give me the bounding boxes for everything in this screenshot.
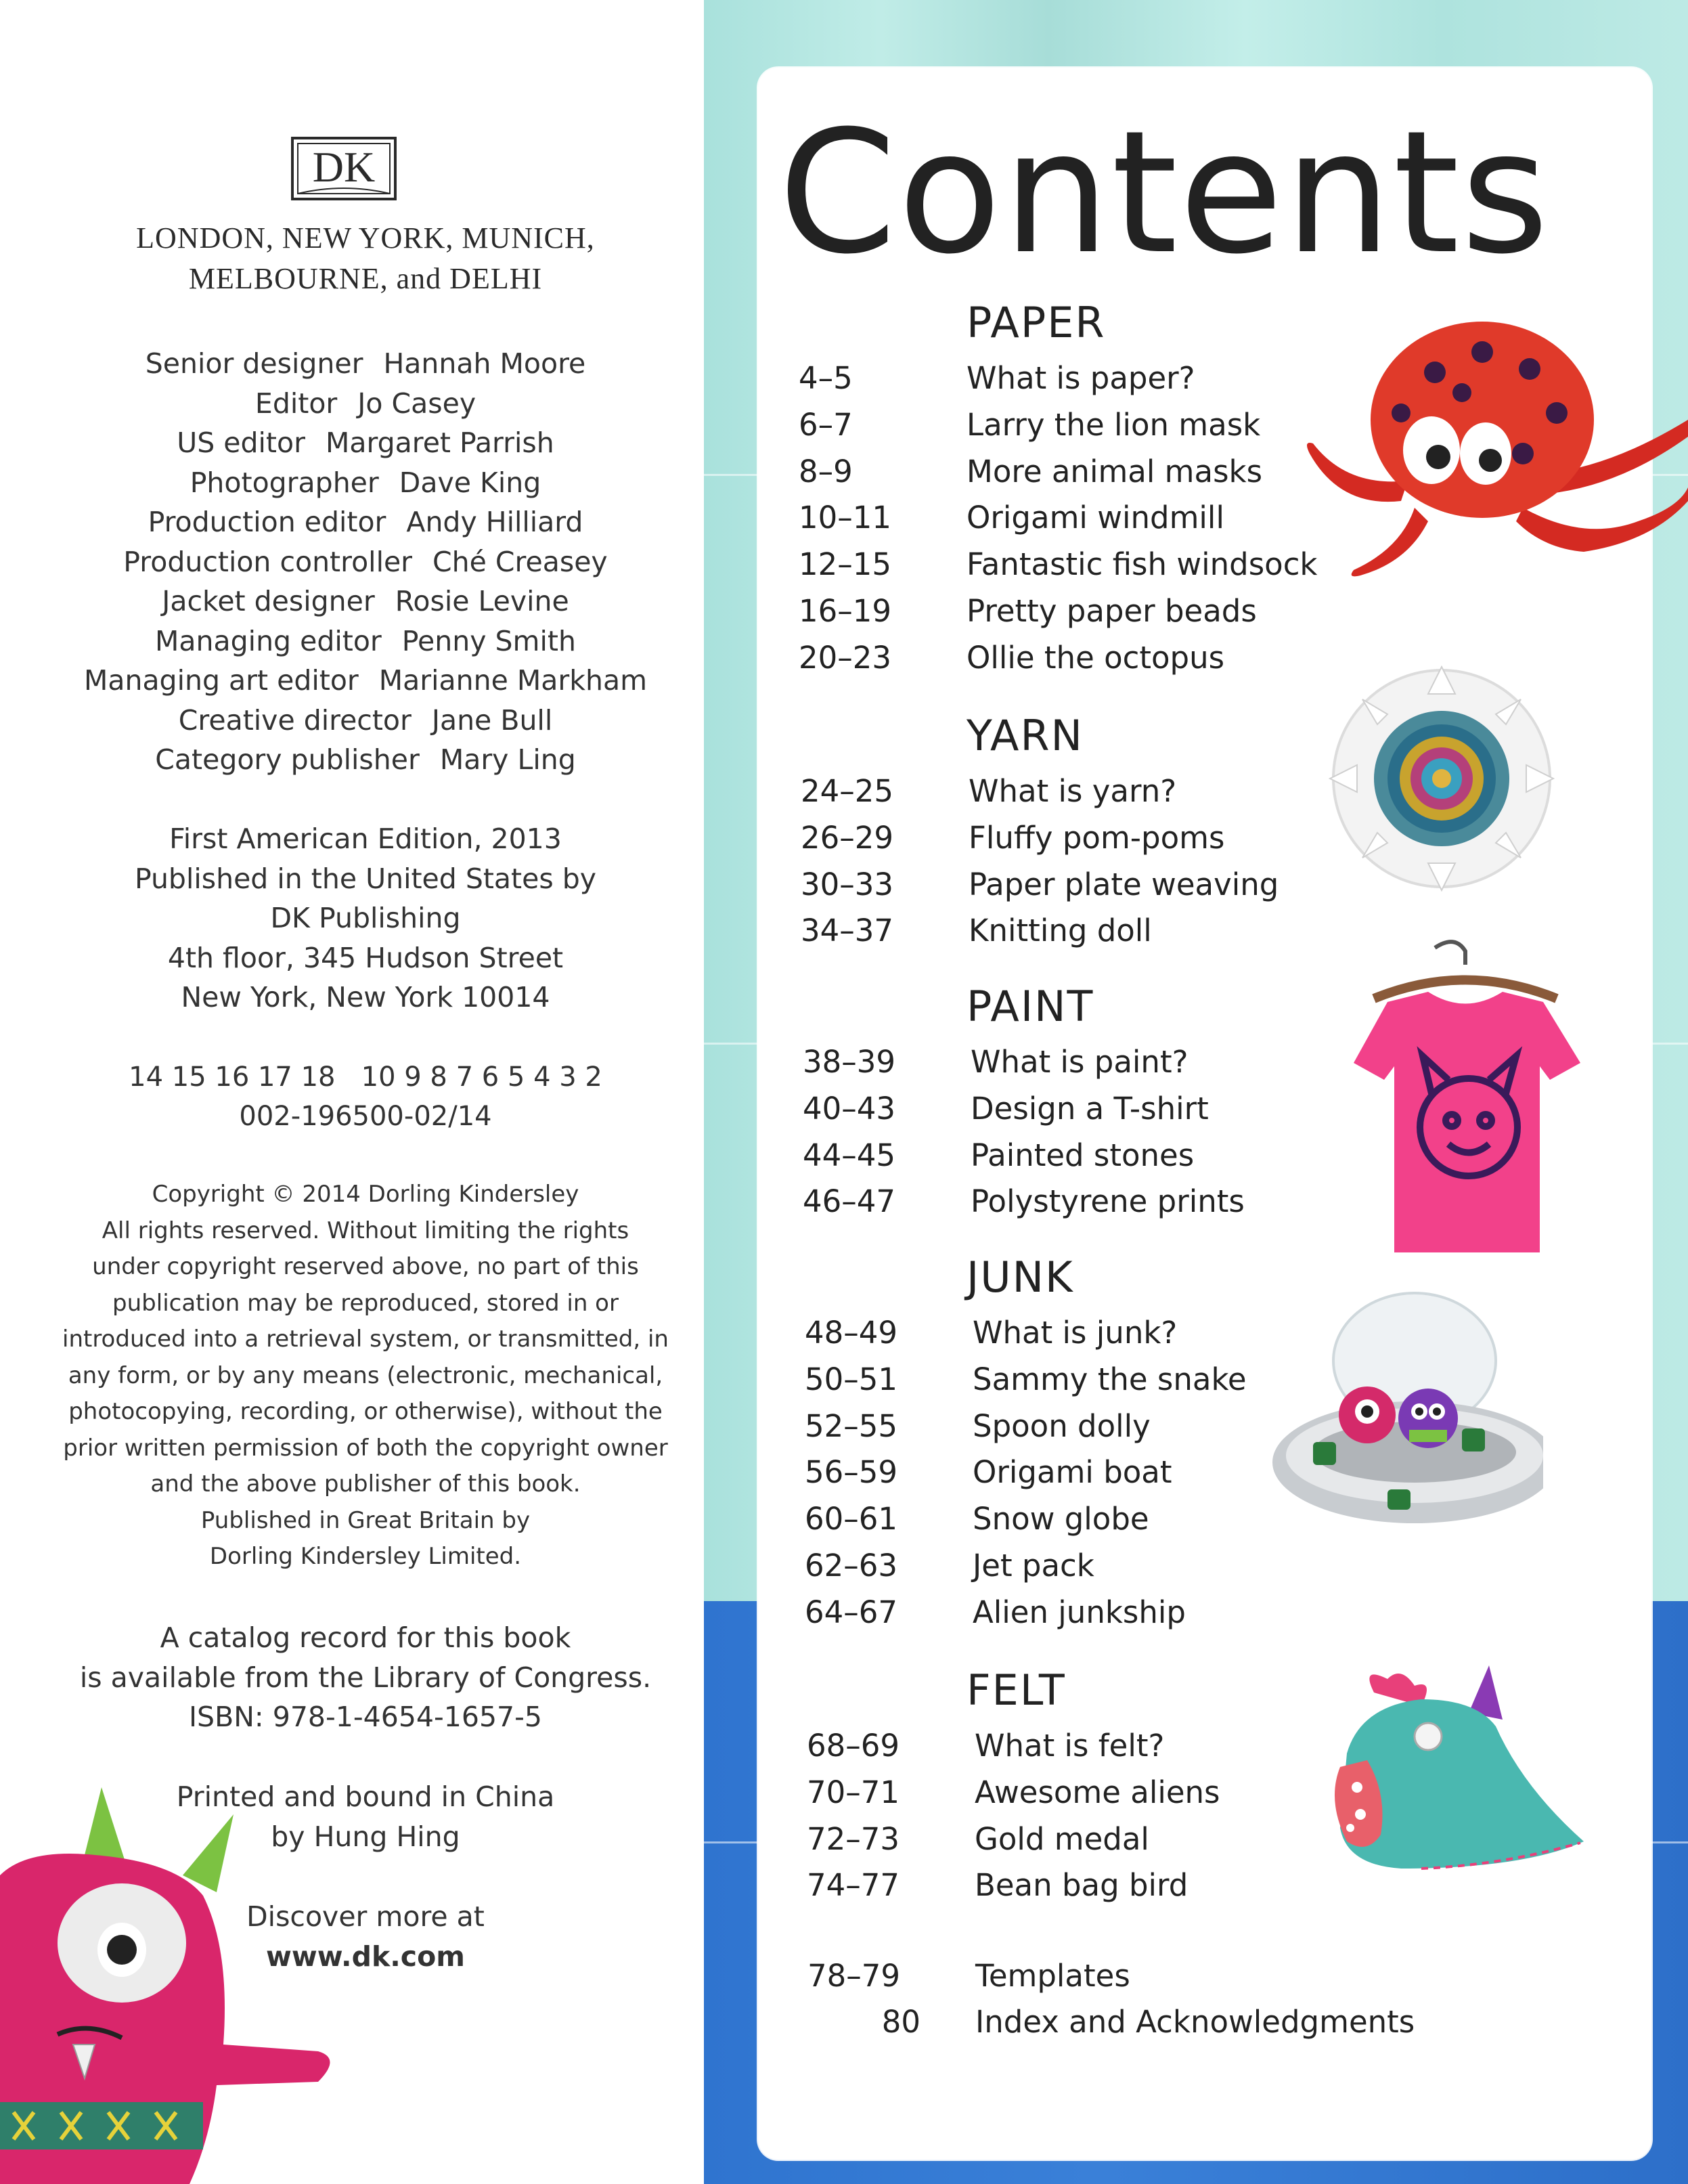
print-line: [41, 1057, 690, 1136]
toc-page-range: 4–5: [799, 360, 853, 396]
imprint-page: [0, 0, 704, 2184]
credit-role: US editor: [177, 427, 305, 459]
copyright-line: publication may be reproduced, stored in or: [112, 1289, 619, 1317]
toc-page-range: 20–23: [799, 639, 892, 676]
credit-role: Editor: [254, 387, 338, 420]
bean-bag-bird-photo: [1320, 1665, 1591, 1882]
edition-line: Published in the United States by: [134, 862, 597, 895]
toc-page-range: 80: [881, 2004, 920, 2040]
toc-page-range: 68–69: [807, 1728, 900, 1764]
edition-info: [41, 819, 690, 1018]
credit-name: Penny Smith: [401, 624, 576, 657]
credit-name: Marianne Markham: [378, 664, 648, 697]
toc-page-range: 62–63: [805, 1548, 898, 1584]
section-heading-junk: JUNK: [967, 1252, 1074, 1302]
toc-page-range: 46–47: [803, 1183, 896, 1220]
cities-line: MELBOURNE, and DELHI: [188, 262, 543, 295]
website-link[interactable]: www.dk.com: [266, 1940, 465, 1973]
woven-plate-photo: [1320, 663, 1563, 894]
credit-name: Margaret Parrish: [325, 427, 554, 459]
credit-role: Jacket designer: [162, 585, 375, 617]
toc-entry-title: Alien junkship: [973, 1594, 1186, 1630]
section-heading-paper: PAPER: [967, 298, 1106, 347]
toc-page-range: 40–43: [803, 1090, 896, 1127]
credit-role: Production editor: [148, 506, 386, 538]
toc-page-range: 10–11: [799, 500, 892, 536]
toc-entry-title: Larry the lion mask: [967, 406, 1261, 443]
toc-page-range: 70–71: [807, 1774, 900, 1810]
credit-name: Jo Casey: [357, 387, 476, 420]
copyright-line: under copyright reserved above, no part of this: [92, 1253, 639, 1280]
copyright-line: introduced into a retrieval system, or transmitted, in: [62, 1326, 669, 1353]
page-title: Contents: [778, 94, 1551, 291]
toc-page-range: 8–9: [799, 453, 853, 489]
toc-page-range: 44–45: [803, 1137, 896, 1173]
toc-entry-title: Knitting doll: [969, 913, 1152, 949]
toc-page-range: 50–51: [805, 1361, 898, 1397]
toc-entry[interactable]: [805, 1590, 1414, 1636]
discover-line: Discover more at: [246, 1900, 485, 1933]
toc-entry[interactable]: [801, 908, 1410, 954]
toc-entry-title: Painted stones: [971, 1137, 1195, 1173]
catalog-line: is available from the Library of Congress.: [79, 1661, 652, 1694]
credit-line: [41, 463, 690, 503]
copyright-line: photocopying, recording, or otherwise), without the: [68, 1398, 663, 1425]
toc-entry-title: Fantastic fish windsock: [967, 546, 1318, 583]
credit-role: Photographer: [190, 466, 379, 499]
credit-role: Category publisher: [155, 743, 420, 776]
credit-line: [41, 542, 690, 582]
toc-entry-title: Awesome aliens: [975, 1774, 1220, 1810]
copyright-notice: [41, 1177, 690, 1575]
toc-entry[interactable]: [803, 1039, 1412, 1085]
isbn: ISBN: 978-1-4654-1657-5: [188, 1701, 543, 1733]
toc-page-range: 72–73: [807, 1820, 900, 1857]
credit-line: [41, 701, 690, 741]
toc-entry-title: Index and Acknowledgments: [975, 2004, 1415, 2040]
copyright-line: Copyright © 2014 Dorling Kindersley: [152, 1181, 579, 1208]
credit-line: [41, 740, 690, 780]
toc-entry-title: What is junk?: [973, 1315, 1178, 1351]
tshirt-photo: [1347, 934, 1584, 1259]
toc-entry[interactable]: [803, 1086, 1412, 1132]
print-code: 002-196500-02/14: [239, 1101, 492, 1132]
credit-line: [41, 661, 690, 701]
toc-entry[interactable]: [801, 815, 1410, 861]
credit-name: Andy Hilliard: [406, 506, 583, 538]
publisher-cities: [41, 218, 690, 299]
credit-line: [41, 423, 690, 463]
credit-name: Jane Bull: [431, 703, 553, 737]
dk-logo: [290, 135, 398, 202]
printed-line: by Hung Hing: [271, 1820, 460, 1853]
felt-monster-photo: [0, 1760, 352, 2184]
credit-line: [41, 384, 690, 424]
toc-entry[interactable]: [803, 1179, 1412, 1225]
toc-page-range: 26–29: [801, 819, 894, 856]
toc-entry[interactable]: [807, 1953, 1417, 1999]
toc-entry-title: Bean bag bird: [975, 1867, 1189, 1904]
credit-name: Hannah Moore: [383, 347, 586, 380]
copyright-line: Published in Great Britain by: [200, 1506, 531, 1534]
toc-entry-title: Gold medal: [975, 1820, 1149, 1857]
section-heading-felt: FELT: [967, 1665, 1066, 1715]
section-heading-yarn: YARN: [967, 711, 1084, 760]
toc-entry[interactable]: [799, 635, 1408, 681]
edition-line: New York, New York 10014: [181, 981, 550, 1013]
toc-entry-title: Snow globe: [973, 1501, 1149, 1537]
toc-entry-title: Fluffy pom-poms: [969, 819, 1225, 856]
copyright-line: All rights reserved. Without limiting the rights: [102, 1217, 629, 1244]
section-heading-paint: PAINT: [967, 982, 1094, 1031]
toc-page-range: 6–7: [799, 406, 853, 443]
copyright-line: prior written permission of both the copyright owner: [63, 1434, 668, 1462]
cities-line: LONDON, NEW YORK, MUNICH,: [136, 221, 595, 255]
octopus-photo: [1300, 318, 1688, 589]
copyright-line: any form, or by any means (electronic, mechanical,: [68, 1361, 663, 1389]
toc-page-range: 38–39: [803, 1044, 896, 1080]
toc-page-range: 52–55: [805, 1407, 898, 1444]
toc-page-range: 64–67: [805, 1594, 898, 1630]
edition-line: DK Publishing: [270, 902, 461, 934]
printed-line: Printed and bound in China: [176, 1781, 555, 1813]
credit-role: Senior designer: [145, 347, 363, 380]
toc-entry-title: Design a T-shirt: [971, 1090, 1209, 1127]
toc-entry-title: Ollie the octopus: [967, 639, 1225, 676]
toc-entry-title: Origami boat: [973, 1454, 1172, 1491]
credit-line: [41, 502, 690, 542]
toc-entry-title: Paper plate weaving: [969, 866, 1279, 902]
toc-entry-title: Polystyrene prints: [971, 1183, 1245, 1220]
toc-entry-title: More animal masks: [967, 453, 1263, 489]
credit-name: Dave King: [399, 466, 541, 499]
copyright-line: and the above publisher of this book.: [150, 1470, 581, 1498]
credit-line: [41, 344, 690, 384]
credits-list: [41, 344, 690, 780]
toc-entry-title: Spoon dolly: [973, 1407, 1151, 1444]
alien-junkship-photo: [1259, 1286, 1543, 1557]
credit-role: Creative director: [178, 703, 412, 737]
toc-entry[interactable]: [803, 1133, 1412, 1179]
toc-page-range: 12–15: [799, 546, 892, 583]
credit-line: [41, 621, 690, 661]
credit-role: Managing editor: [155, 624, 382, 657]
toc-page-range: 30–33: [801, 866, 894, 902]
toc-page-range: 24–25: [801, 773, 894, 809]
credit-name: Ché Creasey: [432, 545, 608, 578]
toc-page-range: 56–59: [805, 1454, 898, 1491]
toc-page-range: 34–37: [801, 913, 894, 949]
toc-entry[interactable]: [799, 588, 1408, 634]
toc-entry-title: What is paint?: [971, 1044, 1189, 1080]
toc-entry-title: Templates: [975, 1958, 1130, 1994]
toc-entry[interactable]: [801, 768, 1410, 814]
toc-page-range: 60–61: [805, 1501, 898, 1537]
toc-page-range: 48–49: [805, 1315, 898, 1351]
toc-entry-title: Origami windmill: [967, 500, 1224, 536]
dk-logo-text: DK: [312, 143, 376, 191]
toc-entry[interactable]: [807, 1999, 1417, 2045]
edition-line: 4th floor, 345 Hudson Street: [167, 941, 564, 974]
credit-line: [41, 582, 690, 621]
toc-entry-title: What is paper?: [967, 360, 1195, 396]
credit-name: Mary Ling: [439, 743, 576, 776]
print-numbers: 14 15 16 17 18 10 9 8 7 6 5 4 3 2: [129, 1062, 602, 1093]
toc-entry[interactable]: [801, 862, 1410, 908]
toc-entry-title: What is felt?: [975, 1728, 1165, 1764]
credit-name: Rosie Levine: [395, 585, 569, 617]
toc-entry-title: What is yarn?: [969, 773, 1177, 809]
credit-role: Managing art editor: [83, 664, 359, 697]
toc-page-range: 78–79: [807, 1958, 901, 1994]
toc-page-range: 74–77: [807, 1867, 900, 1904]
credit-role: Production controller: [123, 545, 413, 578]
copyright-line: Dorling Kindersley Limited.: [209, 1543, 522, 1570]
catalog-line: A catalog record for this book: [160, 1621, 571, 1654]
toc-page-range: 16–19: [799, 593, 892, 629]
toc-entry-title: Pretty paper beads: [967, 593, 1257, 629]
toc-entry-title: Sammy the snake: [973, 1361, 1247, 1397]
edition-line: First American Edition, 2013: [169, 823, 562, 855]
catalog-record: [41, 1618, 690, 1737]
toc-entry-title: Jet pack: [973, 1548, 1094, 1584]
